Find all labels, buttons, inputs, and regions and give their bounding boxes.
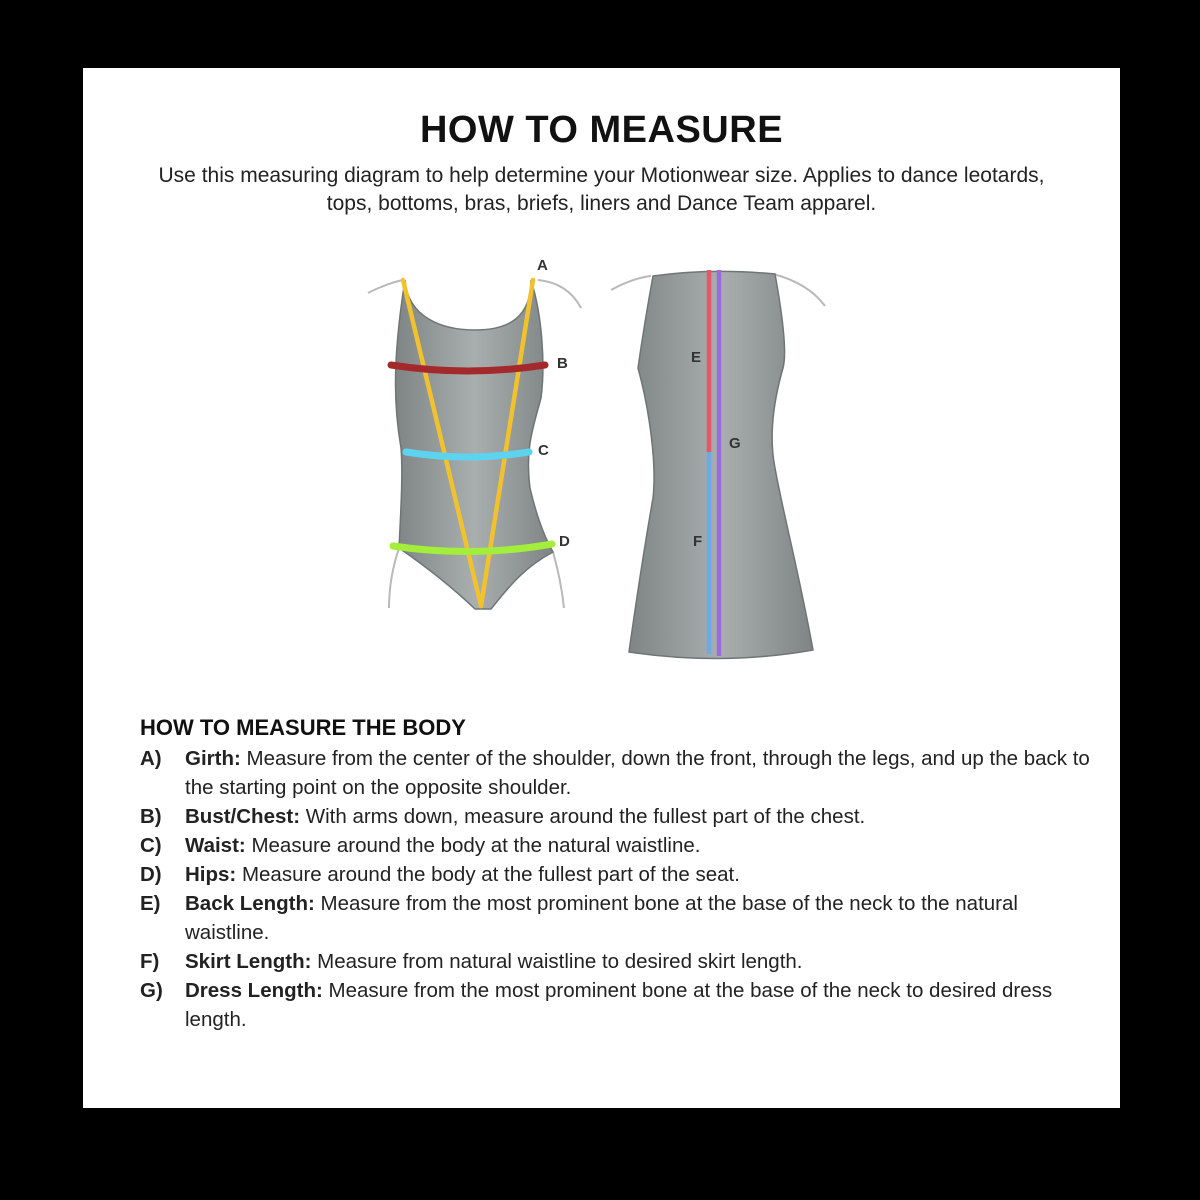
page-subtitle: Use this measuring diagram to help determine your Motionwear size. Applies to dance leotards, tops, bottoms, bras, briefs, liners and Dance Team apparel. bbox=[158, 164, 1045, 215]
list-item bbox=[140, 889, 1090, 947]
dress-right-arm-outline bbox=[773, 274, 825, 306]
item-description: Measure around the body at the fullest part of the seat. bbox=[236, 863, 740, 886]
item-term: Bust/Chest: bbox=[185, 805, 301, 828]
dress-left-arm-outline bbox=[611, 276, 651, 290]
list-item bbox=[140, 947, 1090, 976]
list-item bbox=[140, 744, 1090, 802]
item-term: Skirt Length: bbox=[185, 950, 312, 973]
page-title: HOW TO MEASURE bbox=[419, 109, 784, 151]
leotard-left-leg-outline bbox=[389, 548, 399, 608]
section-heading: HOW TO MEASURE THE BODY bbox=[140, 715, 466, 740]
item-term: Hips: bbox=[185, 863, 237, 886]
leotard-right-leg-outline bbox=[553, 552, 564, 608]
label-g: G bbox=[729, 435, 741, 452]
item-letter: A) bbox=[140, 747, 162, 770]
leotard-right-arm-outline bbox=[538, 280, 581, 308]
leotard-left-arm-outline bbox=[368, 280, 403, 293]
label-d: D bbox=[559, 533, 570, 550]
label-a: A bbox=[537, 257, 548, 274]
item-description: Measure around the body at the natural waistline. bbox=[245, 834, 701, 857]
list-item bbox=[140, 976, 1090, 1034]
item-description: Measure from natural waistline to desired skirt length. bbox=[311, 950, 803, 973]
item-letter: G) bbox=[140, 979, 163, 1002]
item-term: Dress Length: bbox=[185, 979, 323, 1002]
item-term: Back Length: bbox=[185, 892, 315, 915]
label-f: F bbox=[693, 533, 703, 550]
list-item bbox=[140, 831, 1090, 860]
item-term: Waist: bbox=[185, 834, 246, 857]
list-item bbox=[140, 802, 1090, 831]
item-letter: D) bbox=[140, 863, 162, 886]
item-letter: C) bbox=[140, 834, 162, 857]
list-item bbox=[140, 860, 1090, 889]
item-description: With arms down, measure around the fullest part of the chest. bbox=[300, 805, 866, 828]
item-letter: E) bbox=[140, 892, 161, 915]
leotard-figure bbox=[368, 257, 581, 609]
measure-guide-card bbox=[83, 68, 1120, 1108]
item-description: Measure from the most prominent bone at the base of the neck to the natural waistline. bbox=[185, 892, 1018, 944]
item-letter: B) bbox=[140, 805, 162, 828]
label-c: C bbox=[538, 442, 549, 459]
item-description: Measure from the center of the shoulder, down the front, through the legs, and up the back to the starting point on the opposite shoulder. bbox=[185, 747, 1090, 799]
item-description: Measure from the most prominent bone at the base of the neck to desired dress length. bbox=[185, 979, 1053, 1031]
measurement-list bbox=[140, 744, 1090, 1034]
item-letter: F) bbox=[140, 950, 160, 973]
label-b: B bbox=[557, 355, 568, 372]
dress-figure bbox=[611, 270, 825, 659]
label-e: E bbox=[691, 349, 702, 366]
item-term: Girth: bbox=[185, 747, 241, 770]
leotard-body bbox=[396, 280, 554, 609]
